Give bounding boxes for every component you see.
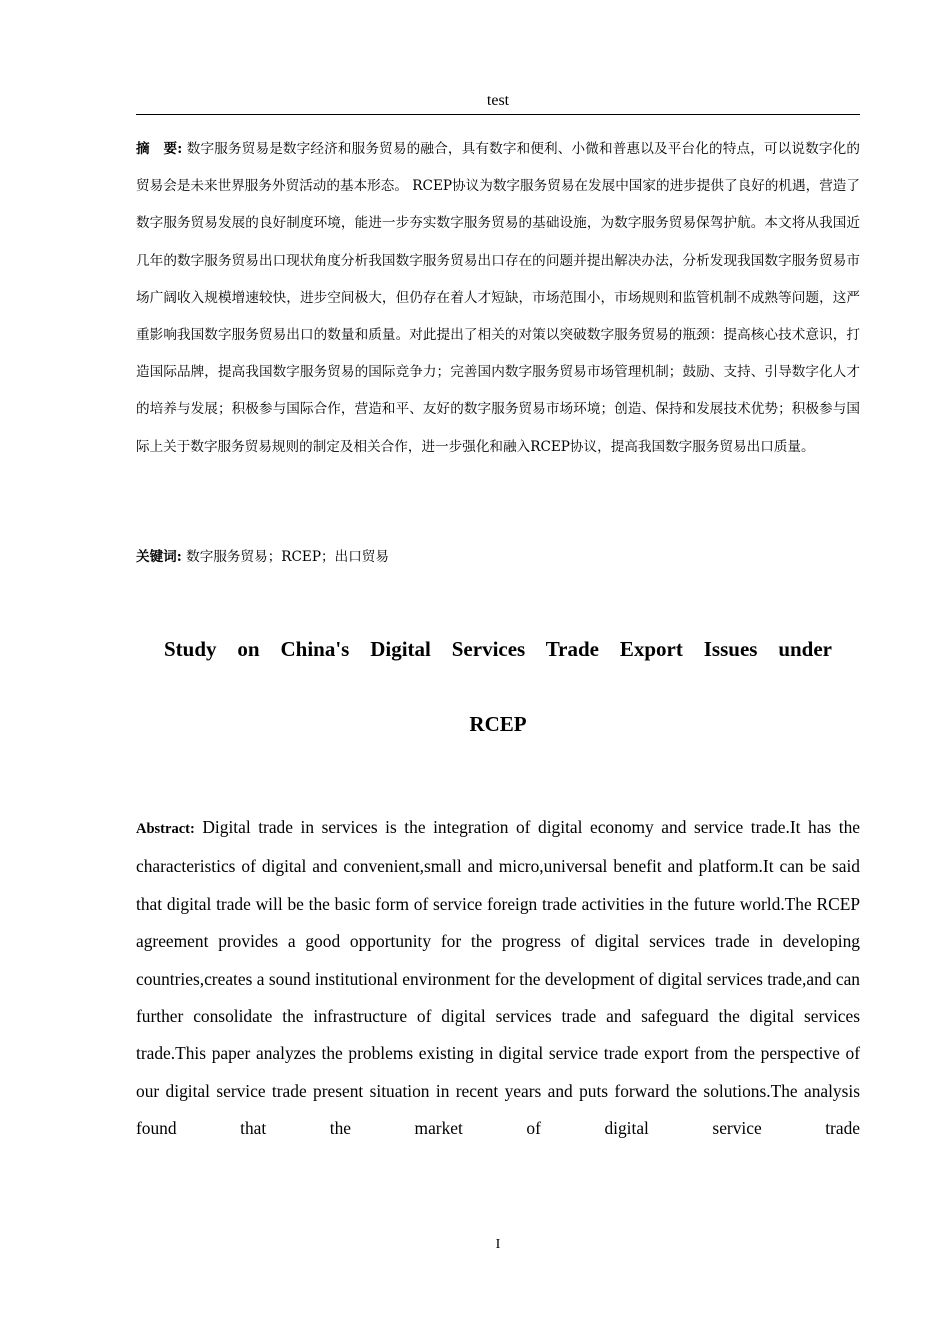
- chinese-keywords-body: 数字服务贸易；RCEP；出口贸易: [186, 549, 389, 565]
- english-title-line-1: Study on China's Digital Services Trade Export Issues under: [164, 637, 832, 661]
- chinese-abstract: [136, 131, 860, 466]
- page-header: [136, 90, 860, 115]
- chinese-abstract-body: 数字服务贸易是数字经济和服务贸易的融合，具有数字和便利、小微和普惠以及平台化的特点，可以说数字化的贸易会是未来世界服务外贸活动的基本形态。 RCEP协议为数字服务贸易在发展中国家的进步提供了良好的机遇，营造了数字服务贸易发展的良好制度环境，能进一步夯实数字服务贸易的基础设施，为数字服务贸易保驾护航。本文将从我国近几年的数字服务贸易出口现状角度分析我国数字服务贸易出口存在的问题并提出解决办法，分析发现我国数字服务贸易市场广阔收入规模增速较快，进步空间极大，但仍存在着人才短缺，市场范围小，市场规则和监管机制不成熟等问题，这严重影响我国数字服务贸易出口的数量和质量。对此提出了相关的对策以突破数字服务贸易的瓶颈：提高核心技术意识，打造国际品牌，提高我国数字服务贸易的国际竞争力；完善国内数字服务贸易市场管理机制；鼓励、支持、引导数字化人才的培养与发展；积极参与国际合作，营造和平、友好的数字服务贸易市场环境；创造、保持和发展技术优势；积极参与国际上关于数字服务贸易规则的制定及相关合作，进一步强化和融入RCEP协议，提高我国数字服务贸易出口质量。: [136, 141, 860, 455]
- chinese-abstract-label: 摘 要:: [136, 141, 183, 157]
- english-abstract-body: Digital trade in services is the integration of digital economy and service trade.It has the characteristics of digital and convenient,small and micro,universal benefit and platform.It can be said that digital trade will be the basic form of service foreign trade activities in the future world.The RCEP agreement provides a good opportunity for the progress of digital services trade in developing countries,creates a sound institutional environment for the development of digital services trade,and can further consolidate the infrastructure of digital services trade and safeguard the digital services trade.This paper analyzes the problems existing in digital service trade export from the perspective of our digital service trade present situation in recent years and puts forward the solutions.The analysis found that the market of digital service trade: [136, 817, 860, 1139]
- english-abstract: [136, 809, 860, 1148]
- page-number: I: [495, 1237, 501, 1252]
- english-title: [136, 612, 860, 762]
- chinese-keywords-label: 关键词:: [136, 549, 182, 565]
- english-title-line-2: RCEP: [469, 712, 527, 736]
- chinese-keywords: [136, 539, 860, 576]
- page-footer: [136, 1236, 860, 1254]
- english-abstract-label: Abstract:: [136, 821, 195, 837]
- header-text: test: [486, 92, 510, 109]
